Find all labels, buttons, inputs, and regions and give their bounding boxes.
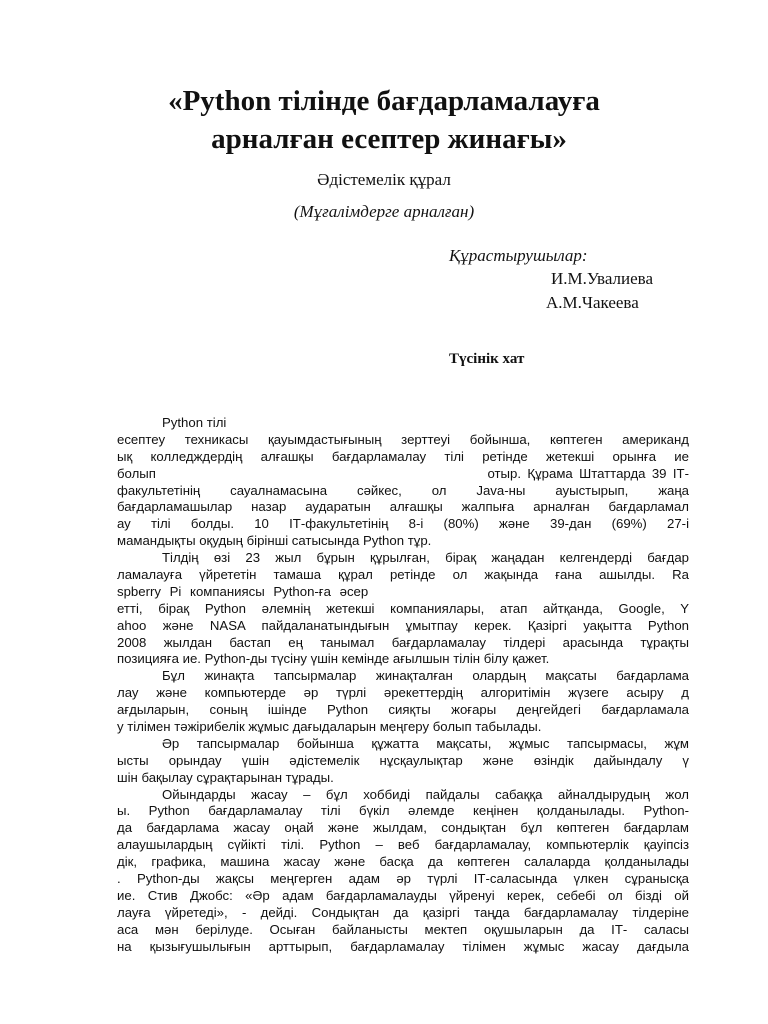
author-name-1: И.М.Увалиева: [551, 269, 653, 288]
body-line: ысты орындау үшін әдістемелік нұсқаулықтар және өзіндік дайындалу ү: [117, 752, 689, 768]
body-line: Бұл жинақта тапсырмалар жинақталған олардың мақсаты бағдарлама: [162, 668, 689, 684]
body-line: Ойындарды жасау – бұл хоббиді пайдалы сабаққа айналдырудың жол: [162, 786, 689, 802]
body-line: Python тілі: [162, 415, 227, 430]
body-line: ық колледждердің алғашқы бағдарламалау тілі ретінде жетекші орынға ие: [117, 448, 689, 464]
body-line: мамандықты оқудың бірінші сатысында Python тұр.: [117, 533, 432, 549]
document-audience: (Мұғалімдерге арналған): [293, 202, 475, 221]
section-heading: Түсінік хат: [449, 351, 525, 367]
body-line: алаушылардың сүйікті тілі. Python – веб бағдарламалау, компьютерлік қауіпсіз: [117, 837, 689, 853]
body-line: факультетінің сауалнамасына сәйкес, ол Java-ны ауыстырып, жаңа: [117, 482, 689, 498]
body-line: ие. Стив Джобс: «Әр адам бағдарламалауды үйренуі керек, себебі ол бізді ой: [117, 887, 689, 903]
title-line-1: «Python тілінде бағдарламалауға: [168, 85, 600, 117]
body-line: етті, бірақ Python әлемнің жетекші компаниялары, атап айтқанда, Google, Y: [117, 600, 689, 616]
body-line: ағдыларын, соның ішінде Python сияқты жоғары деңгейдегі бағдарламала: [117, 702, 689, 718]
document-title: [80, 82, 688, 158]
body-line: spberry Pi компаниясы Python-ға әсер: [117, 583, 369, 599]
body-line: позицияға ие. Python-ды түсіну үшін кемінде ағылшын тілін білу қажет.: [117, 651, 550, 667]
explanatory-note-body: [117, 415, 689, 956]
author-name-2: А.М.Чакеева: [546, 293, 639, 312]
document-subtitle: Әдістемелік құрал: [317, 170, 451, 189]
body-line: да бағдарлама жасау оңай және жылдам, сондықтан бұл көптеген бағдарлам: [117, 820, 689, 836]
body-line: . Python-ды жақсы меңгерген адам әр түрлі ІТ-саласында үлкен сұранысқа: [117, 871, 689, 887]
body-line: ы. Python бағдарламалау тілі бүкіл әлемде кеңінен қолданылады. Python-: [117, 803, 689, 819]
body-line: шін бақылау сұрақтарынан тұрады.: [117, 769, 334, 785]
body-line: ahoo және NASA пайдаланатындығын ұмытпау керек. Қазіргі уақытта Python: [117, 617, 689, 633]
body-line: лау және компьютерде әр түрлі әрекеттердің алгоритімін жүзеге асыру д: [117, 685, 689, 701]
body-line: аса мән берілуде. Осыған байланысты мектеп оқушыларын да ІТ- саласы: [117, 921, 689, 937]
body-line: ламалауға үйрететін тамаша құрал ретінде ол жақында ғана ашылды. Ra: [117, 567, 689, 583]
body-line: дік, графика, машина жасау және басқа да көптеген салаларда қолданылады: [117, 854, 689, 870]
compilers-label: Құрастырушылар:: [449, 246, 588, 265]
body-line: бағдарламашылар назар аударатын алғашқы жалпыға арналған бағдарламал: [117, 499, 689, 515]
body-line: у тілімен тәжірибелік жұмыс дағыдаларын меңгеру болып табылады.: [117, 719, 542, 735]
title-line-2: арналған есептер жинағы»: [211, 123, 567, 155]
body-line: лауға үйретеді», - дейді. Сондықтан да қазіргі таңда бағдарламалау тілдеріне: [117, 904, 689, 920]
body-line: болып отыр. Құрама Штаттарда 39 ІТ-: [117, 465, 689, 481]
body-line: 2008 жылдан бастап ең танымал бағдарламалау тілдері арасында тұрақты: [117, 634, 689, 650]
body-line: ау тілі болды. 10 ІТ-факультетінің 8-і (80%) және 39-дан (69%) 27-і: [117, 516, 689, 532]
body-line: на қызығушылығын арттырып, бағдарламалау тілімен жұмыс жасау дағдыла: [117, 938, 689, 954]
body-line: есептеу техникасы қауымдастығының зерттеуі бойынша, көптеген американд: [117, 431, 689, 447]
body-line: Тілдің өзі 23 жыл бұрын құрылған, бірақ жаңадан келгендерді бағдар: [162, 550, 689, 566]
body-line: Әр тапсырмалар бойынша құжатта мақсаты, жұмыс тапсырмасы, жұм: [162, 735, 689, 751]
